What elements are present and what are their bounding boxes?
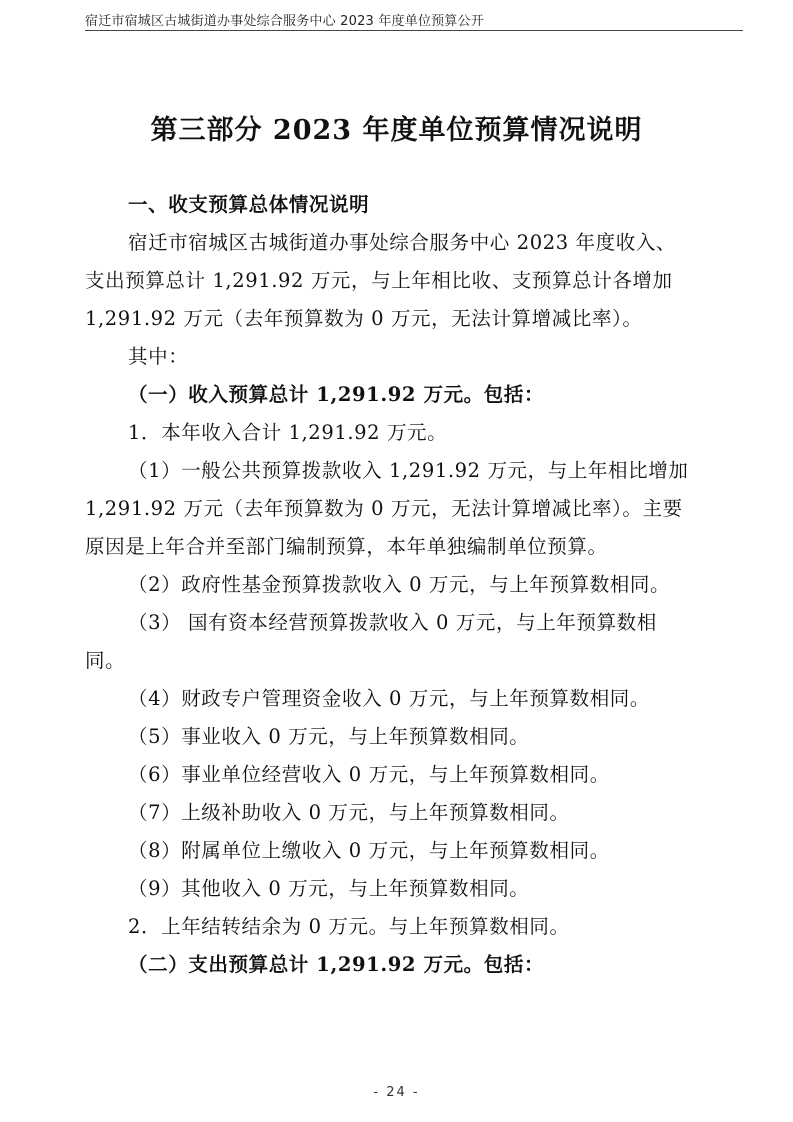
- list-item: （5）事业收入 0 万元，与上年预算数相同。: [128, 725, 530, 748]
- header-divider: [85, 30, 743, 31]
- list-item: （7）上级补助收入 0 万元，与上年预算数相同。: [128, 801, 570, 824]
- sub-heading-income: （一）收入预算总计 1,291.92 万元。包括：: [128, 383, 545, 406]
- list-item: （8）附属单位上缴收入 0 万元，与上年预算数相同。: [128, 839, 610, 862]
- page-number: - 24 -: [373, 1085, 420, 1100]
- paragraph-line: 1,291.92 万元（去年预算数为 0 万元，无法计算增减比率）。: [85, 307, 643, 330]
- list-item: 1．本年收入合计 1,291.92 万元。: [128, 421, 448, 444]
- list-item: （3） 国有资本经营预算拨款收入 0 万元，与上年预算数相: [128, 611, 657, 634]
- page-title: 第三部分 2023 年度单位预算情况说明: [150, 115, 643, 146]
- list-item: （9）其他收入 0 万元，与上年预算数相同。: [128, 877, 530, 900]
- paragraph-line: 原因是上年合并至部门编制预算，本年单独编制单位预算。: [85, 535, 608, 558]
- sub-heading-expenditure: （二）支出预算总计 1,291.92 万元。包括：: [128, 953, 545, 976]
- list-item: （4）财政专户管理资金收入 0 万元，与上年预算数相同。: [128, 687, 651, 710]
- list-item: 2．上年结转结余为 0 万元。与上年预算数相同。: [128, 915, 570, 938]
- paragraph-line: 同。: [85, 649, 126, 672]
- list-item: （6）事业单位经营收入 0 万元，与上年预算数相同。: [128, 763, 610, 786]
- paragraph-line: 宿迁市宿城区古城街道办事处综合服务中心 2023 年度收入、: [128, 231, 677, 254]
- section-heading: 一、收支预算总体情况说明: [128, 193, 370, 216]
- paragraph-line: 1,291.92 万元（去年预算数为 0 万元，无法计算增减比率）。主要: [85, 497, 683, 520]
- paragraph-line: 其中：: [128, 345, 189, 368]
- list-item: （2）政府性基金预算拨款收入 0 万元，与上年预算数相同。: [128, 573, 671, 596]
- document-body: [85, 186, 715, 984]
- paragraph-line: 支出预算总计 1,291.92 万元，与上年相比收、支预算总计各增加: [85, 269, 673, 292]
- list-item: （1）一般公共预算拨款收入 1,291.92 万元，与上年相比增加: [128, 459, 689, 482]
- running-header: 宿迁市宿城区古城街道办事处综合服务中心 2023 年度单位预算公开: [85, 14, 484, 29]
